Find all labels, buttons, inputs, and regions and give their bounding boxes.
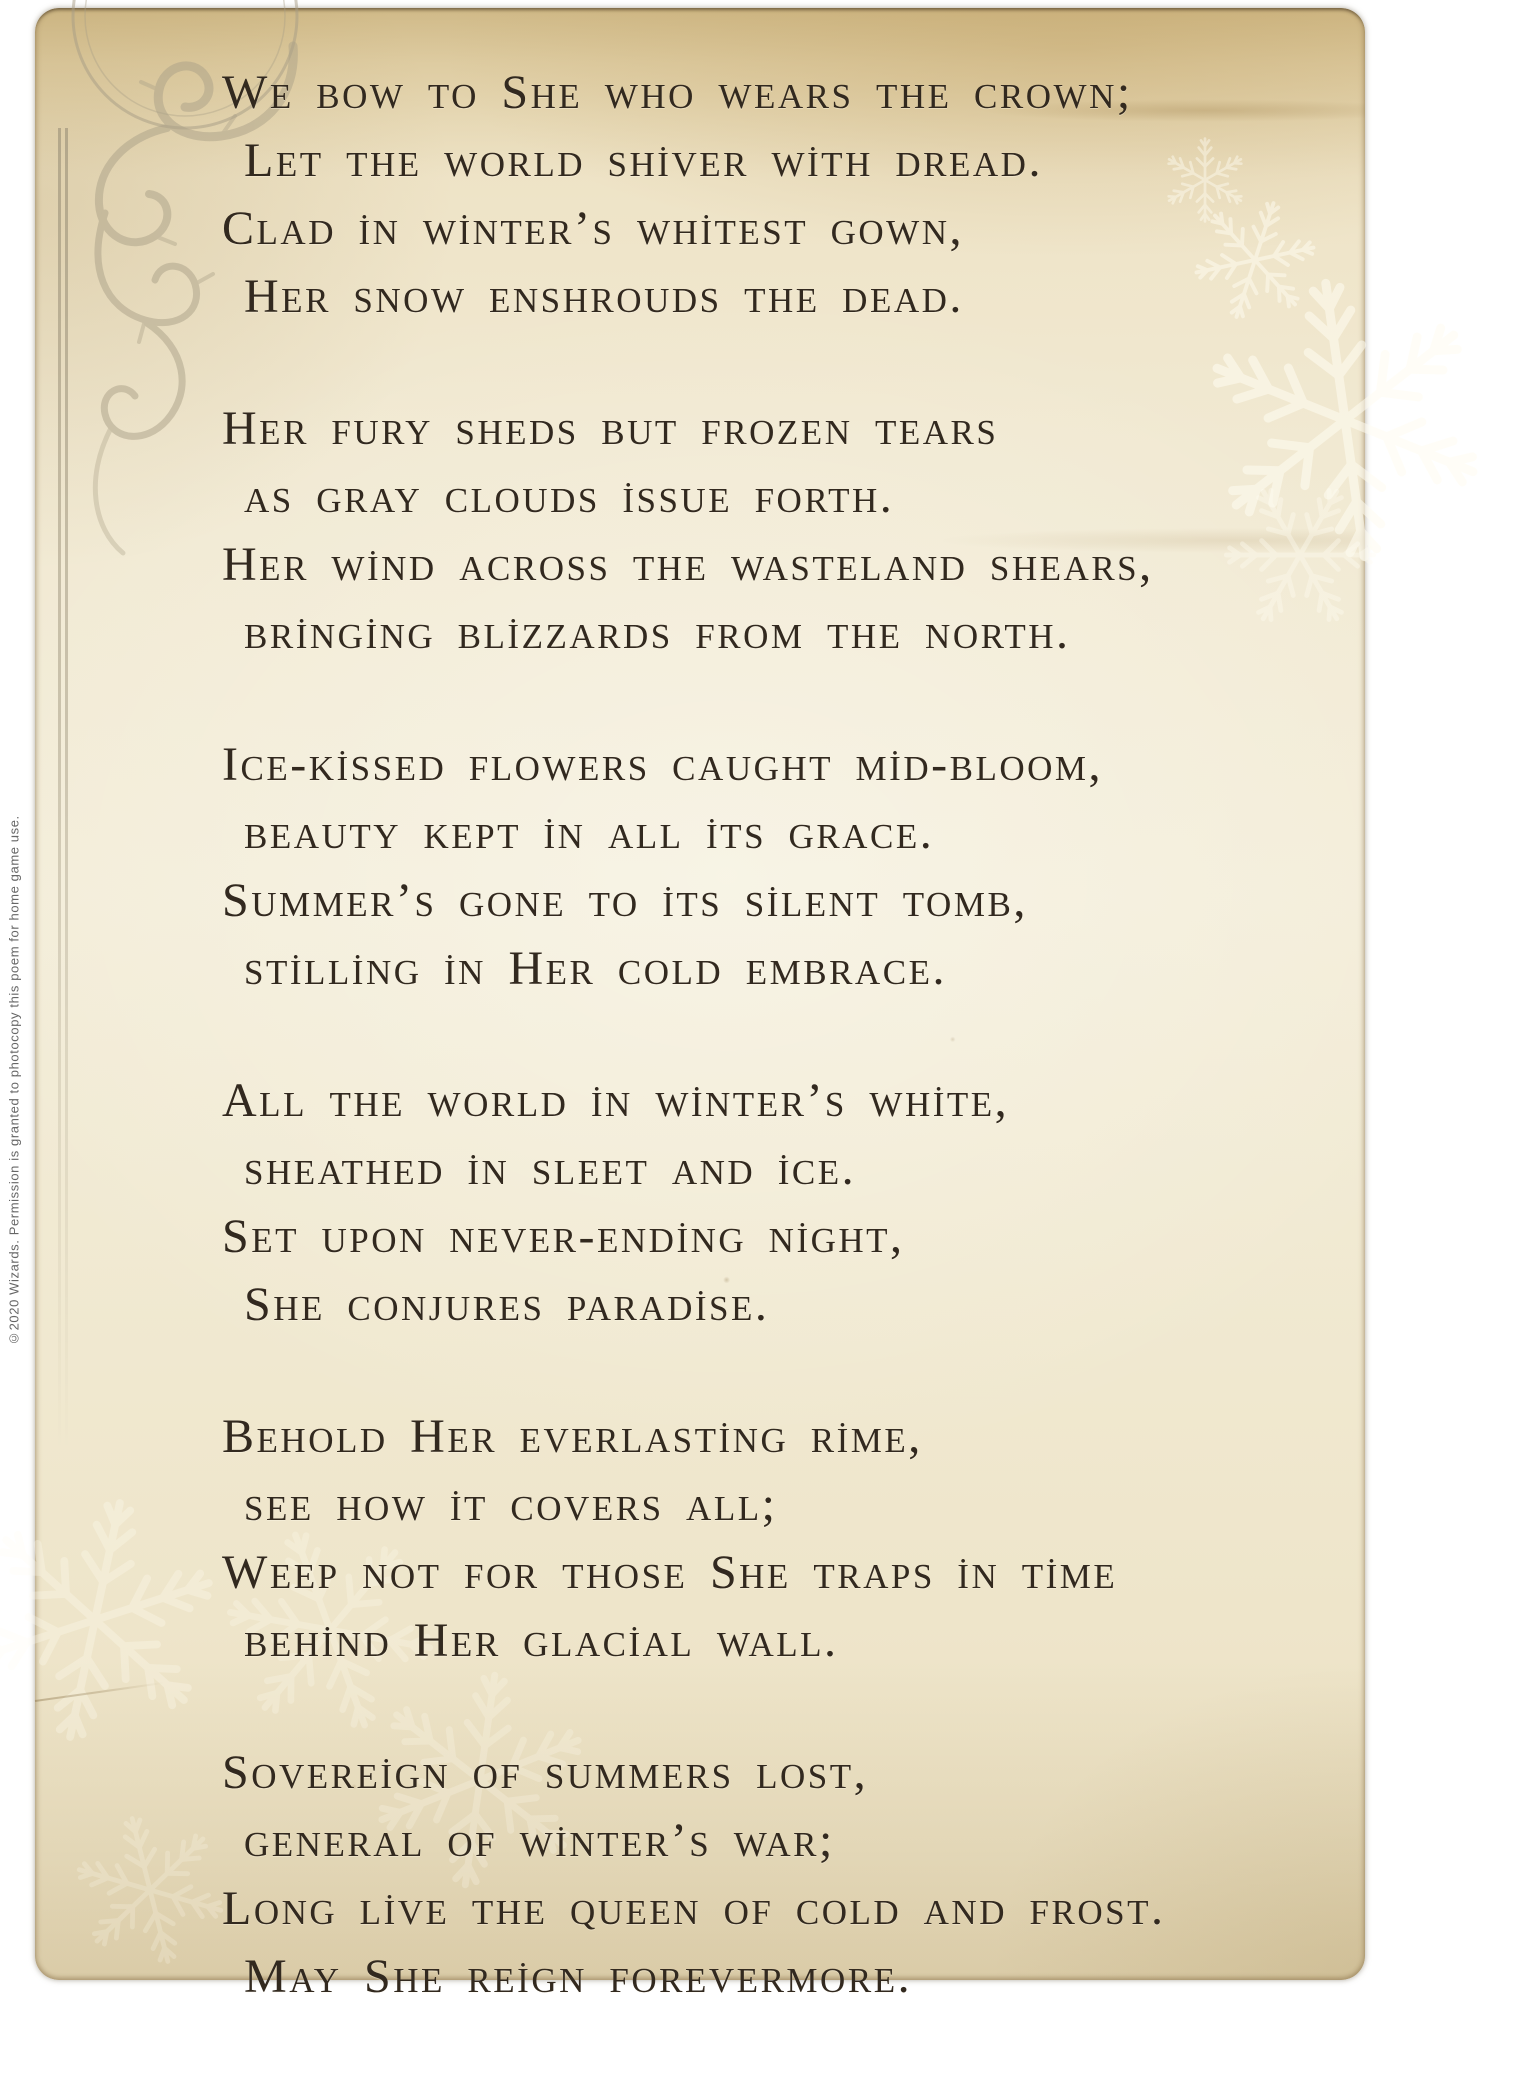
poem-line: ALL THE WORLD İN WİNTER’S WHİTE, [222,1074,1010,1127]
copyright-vertical-text: ©2020 Wizards. Permission is granted to photocopy this poem for home game use. [6,815,22,1346]
poem-stanza [222,1405,1322,1677]
poem-line: BEHİND HER GLACİAL WALL. [244,1614,839,1667]
poem-stanza [222,397,1322,669]
poem-line: BEAUTY KEPT İN ALL İTS GRACE. [244,806,935,859]
poem-line: BRİNGİNG BLİZZARDS FROM THE NORTH. [244,606,1071,659]
poem-line: HER FURY SHEDS BUT FROZEN TEARS [222,402,999,455]
poem-line: MAY SHE REİGN FOREVERMORE. [244,1950,913,2003]
poem-stanza [222,1741,1322,2013]
poem-line: WEEP NOT FOR THOSE SHE TRAPS İN TİME [222,1546,1118,1599]
poem-line: CLAD İN WİNTER’S WHİTEST GOWN, [222,202,964,255]
poem-line: HER SNOW ENSHROUDS THE DEAD. [244,270,964,323]
poem-stanza [222,733,1322,1005]
poem-line: LONG LİVE THE QUEEN OF COLD AND FROST. [222,1882,1166,1935]
poem-stanza [222,61,1322,333]
poem-line: GENERAL OF WİNTER’S WAR; [244,1814,835,1867]
ornament-vertical-lines [58,128,68,1448]
poem-line: SEE HOW İT COVERS ALL; [244,1478,778,1531]
poem-line: SUMMER’S GONE TO İTS SİLENT TOMB, [222,874,1028,927]
poem-line: HER WİND ACROSS THE WASTELAND SHEARS, [222,538,1154,591]
poem-line: AS GRAY CLOUDS İSSUE FORTH. [244,470,895,523]
poem-line: BEHOLD HER EVERLASTİNG RİME, [222,1410,923,1463]
poem-line: SOVEREİGN OF SUMMERS LOST, [222,1746,869,1799]
poem-line: SET UPON NEVER-ENDİNG NİGHT, [222,1210,905,1263]
poem-line: LET THE WORLD SHİVER WİTH DREAD. [244,134,1043,187]
poem-text [222,61,1322,2077]
poem-line: WE BOW TO SHE WHO WEARS THE CROWN; [222,66,1133,119]
snowflake-icon [53,1793,247,1987]
poem-stanza [222,1069,1322,1341]
poem-line: ICE-KİSSED FLOWERS CAUGHT MİD-BLOOM, [222,738,1104,791]
poem-line: SHEATHED İN SLEET AND İCE. [244,1142,857,1195]
poem-line: SHE CONJURES PARADİSE. [244,1278,770,1331]
poem-line: STİLLİNG İN HER COLD EMBRACE. [244,942,947,995]
parchment-page [35,8,1365,2003]
